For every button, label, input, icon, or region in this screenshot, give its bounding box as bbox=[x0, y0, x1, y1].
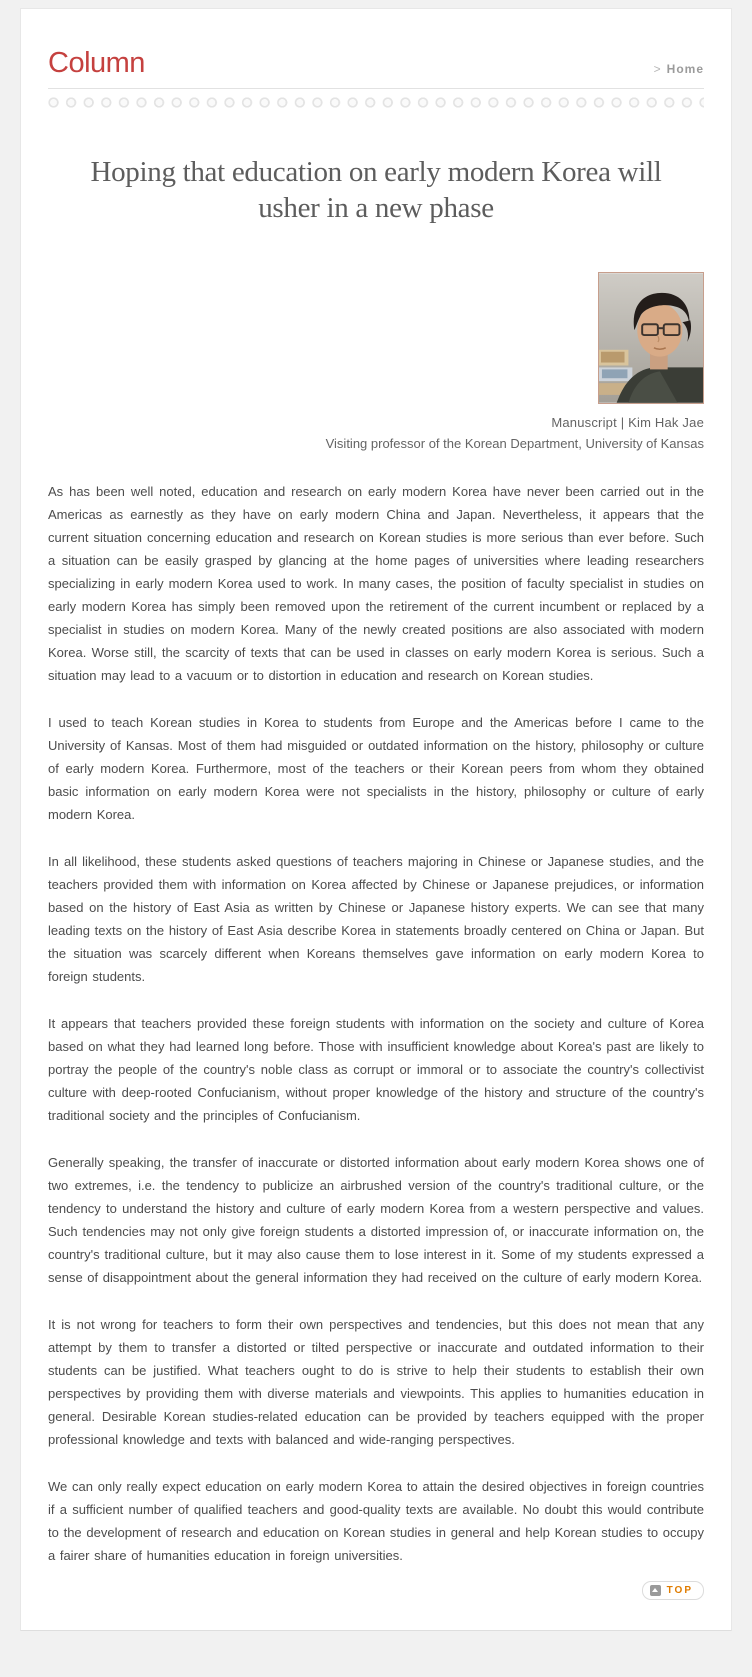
byline bbox=[48, 412, 704, 454]
byline-affiliation: Visiting professor of the Korean Department, University of Kansas bbox=[325, 436, 704, 451]
photo-row bbox=[48, 272, 704, 404]
article-title: Hoping that education on early modern Korea will usher in a new phase bbox=[90, 156, 662, 224]
section-heading: Column bbox=[48, 47, 145, 79]
byline-author: Manuscript | Kim Hak Jae bbox=[551, 415, 704, 430]
dotted-divider bbox=[48, 97, 704, 108]
author-portrait-photo bbox=[598, 272, 704, 404]
article-paragraph: Generally speaking, the transfer of inaccurate or distorted information about early modern Korea shows one of two extremes, i.e. the tendency to publicize an airbrushed version of the country's traditional culture, or the tendency to understand the history and culture of early modern Korea from a western perspective and values. Such tendencies may not only give foreign students a distorted impression of, or inaccurate information on, the country's traditional culture, but it may also cause them to lose interest in it. Some of my students expressed a sense of disappointment about the general information they had received on the culture of early modern Korea. bbox=[48, 1155, 704, 1285]
content-card bbox=[20, 8, 732, 1631]
article-paragraph: It appears that teachers provided these foreign students with information on the society and culture of Korea based on what they had learned long before. Those with insufficient knowledge about Korea's past are likely to portray the people of the country's noble class as corrupt or immoral or to associate the country's collectivist culture with deep-rooted Confucianism, without proper knowledge of the history and structure of the country's traditional society and the principles of Confucianism. bbox=[48, 1016, 704, 1123]
article-paragraph: As has been well noted, education and research on early modern Korea have never been carried out in the Americas as earnestly as they have on early modern China and Japan. Nevertheless, it appears that the current situation concerning education and research on Korean studies is more serious than ever before. Such a situation can be easily grasped by glancing at the home pages of universities where leading researchers specializing in early modern Korea used to work. In many cases, the position of faculty specialist in studies on early modern Korea has simply been removed upon the retirement of the current incumbent or replaced by a specialist in studies on modern Korea. Many of the newly created positions are also associated with modern Korea. Worse still, the scarcity of texts that can be used in classes on early modern Korea is serious. Such a situation may lead to a vacuum or to distortion in education and research on Korean studies. bbox=[48, 484, 704, 683]
article-paragraph: We can only really expect education on early modern Korea to attain the desired objectives in foreign countries if a sufficient number of qualified teachers and good-quality texts are available. No doubt this would contribute to the development of research and education on Korean studies in general and help Korean studies to occupy a fairer share of humanities education in foreign universities. bbox=[48, 1479, 704, 1563]
breadcrumb-chevron-icon: > bbox=[653, 62, 662, 76]
top-row bbox=[48, 1581, 704, 1600]
article-paragraph: It is not wrong for teachers to form their own perspectives and tendencies, but this does not mean that any attempt by them to transfer a distorted or tilted perspective or inaccurate and outdated information to their students can be justified. What teachers ought to do is strive to help their students to establish their own perspectives by providing them with diverse materials and viewpoints. This applies to humanities education in general. Desirable Korean studies-related education can be provided by teachers equipped with the proper professional knowledge and texts with balanced and wide-ranging perspectives. bbox=[48, 1317, 704, 1447]
card-header bbox=[48, 49, 704, 89]
top-button-label: TOP bbox=[666, 1585, 693, 1596]
breadcrumb-home-link[interactable] bbox=[654, 62, 704, 78]
top-button[interactable] bbox=[642, 1581, 704, 1600]
breadcrumb-home-label: Home bbox=[666, 62, 704, 76]
article-paragraph: In all likelihood, these students asked questions of teachers majoring in Chinese or Japanese studies, and the teachers provided them with information on Korea affected by Chinese or Japanese prejudices, or information based on the history of East Asia as written by Chinese or Japanese history experts. We can see that many leading texts on the history of East Asia describe Korea in statements broadly centered on China or Japan. But the situation was scarcely different when Koreans themselves gave information on early modern Korea to foreign students. bbox=[48, 854, 704, 984]
top-arrow-icon bbox=[650, 1585, 661, 1596]
article-paragraph: I used to teach Korean studies in Korea to students from Europe and the Americas before I came to the University of Kansas. Most of them had misguided or outdated information on the history, philosophy or culture of early modern Korea. Furthermore, most of the teachers or their Korean peers from whom they obtained basic information on early modern Korea were not specialists in the history, philosophy or culture of early modern Korea. bbox=[48, 715, 704, 822]
article-body bbox=[48, 480, 704, 1567]
